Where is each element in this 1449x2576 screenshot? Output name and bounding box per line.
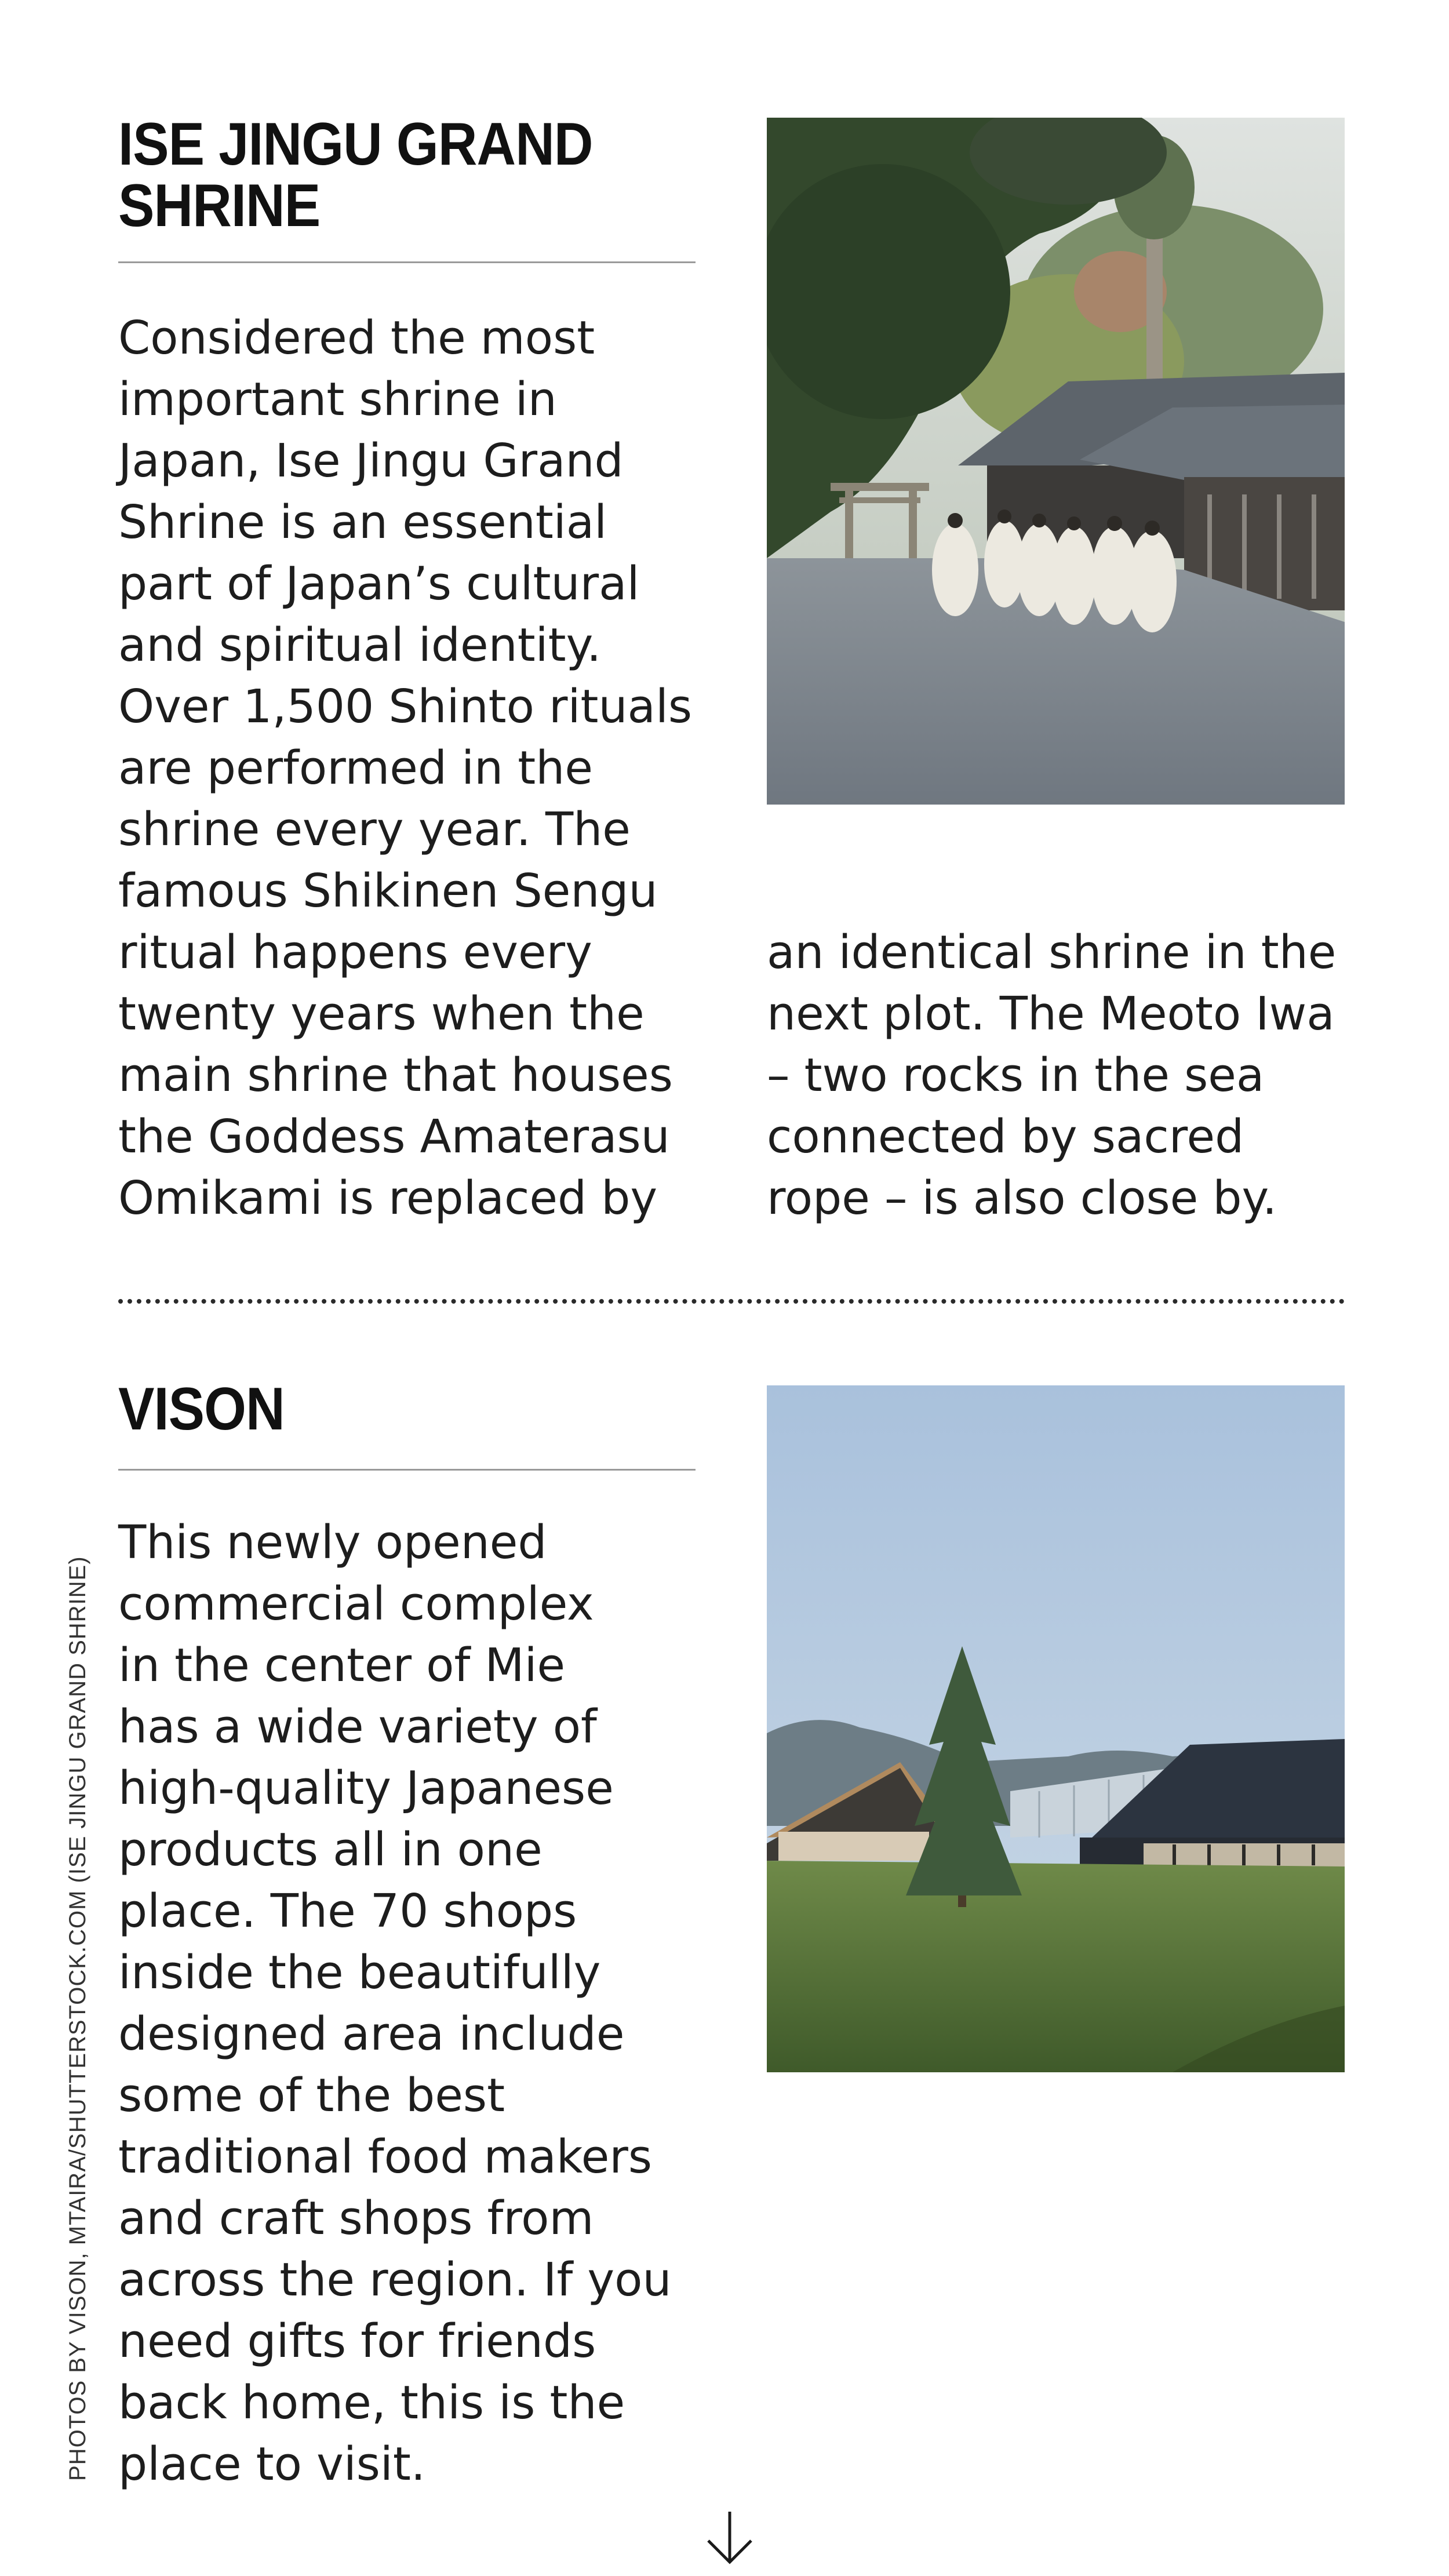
section-title-vison <box>118 1376 285 1443</box>
title-line: ISE JINGU GRAND <box>118 111 593 178</box>
vison-photo <box>767 1385 1345 2072</box>
section-divider <box>118 1299 1345 1304</box>
section-title-ise-jingu <box>118 111 593 239</box>
title-line: SHRINE <box>118 172 321 239</box>
title-underline <box>118 1469 696 1471</box>
photo-credit: PHOTOS BY VISON, MTAIRA/SHUTTERSTOCK.COM (ISE JINGU GRAND SHRINE) <box>65 1556 90 2481</box>
ise-jingu-body-left: Considered the most important shrine in Japan, Ise Jingu Grand Shrine is an essential part of Japan’s cultural and spiritual identity. Over 1,500 Shinto rituals are performed in the shrine every year. The famous Shikinen Sengu ritual happens every twenty years when the main shrine that houses the Goddess Amaterasu Omikami is replaced by <box>118 311 693 1225</box>
arrow-down-icon[interactable] <box>704 2509 756 2567</box>
ise-jingu-body-right: an identical shrine in the next plot. The Meoto Iwa – two rocks in the sea connected by sacred rope – is also close by. <box>767 926 1337 1225</box>
ise-jingu-photo <box>767 118 1345 805</box>
title-line: VISON <box>118 1376 285 1443</box>
vison-body: This newly opened commercial complex in the center of Mie has a wide variety of high-quality Japanese products all in one place. The 70 shops inside the beautifully designed area include some of the best traditional food makers and craft shops from across the region. If you need gifts for friends back home, this is the place to visit. <box>118 1516 672 2491</box>
title-underline <box>118 261 696 263</box>
